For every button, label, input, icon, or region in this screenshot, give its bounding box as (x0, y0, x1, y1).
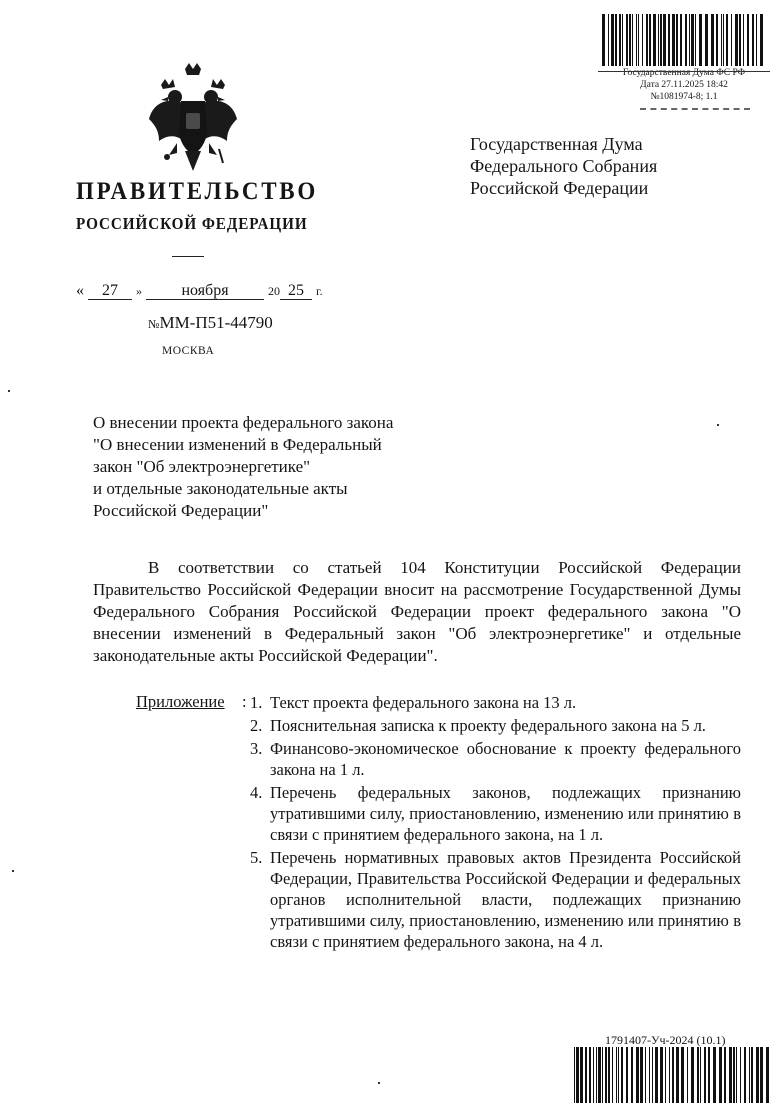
barcode-bar (660, 14, 662, 66)
barcode-bar (691, 1047, 694, 1103)
barcode-bar (649, 1047, 650, 1103)
barcode-bar (719, 1047, 722, 1103)
barcode-bar (739, 14, 741, 66)
barcode-bar (697, 1047, 699, 1103)
stamp-org: Государственная Дума ФС РФ (622, 68, 746, 78)
barcode-bar (598, 1047, 601, 1103)
attachment-item (250, 782, 741, 845)
barcode-bar (636, 1047, 639, 1103)
attachments-label (136, 692, 225, 712)
government-title: ПРАВИТЕЛЬСТВО (76, 178, 319, 205)
barcode-bar (729, 1047, 732, 1103)
barcode-bar (605, 1047, 607, 1103)
barcode-bar (724, 1047, 726, 1103)
barcode-bar (631, 1047, 633, 1103)
barcode-bar (713, 1047, 716, 1103)
barcode-bar (642, 14, 643, 66)
barcode-bar (608, 14, 609, 66)
barcode-bar (760, 14, 763, 66)
barcode-bar (668, 14, 670, 66)
barcode-bar (708, 1047, 710, 1103)
barcode-bar (704, 1047, 706, 1103)
barcode-bar (680, 14, 682, 66)
barcode-bar (658, 14, 659, 66)
document-barcode (574, 1047, 769, 1103)
barcode-bar (593, 1047, 594, 1103)
body-paragraph: В соответствии со статьей 104 Конституции Российской Федерации Правительство Российской Федерации вносит на рассмотрение Государственной Думы Федерального Собрания Российской Федерации проект федерального закона "О внесении изменений в Федеральный закон "Об электроэнергетике" и отдельные законодательные акты Российской Федерации". (93, 558, 741, 665)
addressee-block (470, 133, 730, 199)
attachment-number: 3. (250, 739, 263, 758)
stamp-dashes (640, 108, 750, 110)
stamp-divider (598, 71, 770, 72)
barcode-bar (689, 14, 690, 66)
number-sign: № (148, 317, 160, 331)
barcode-bar (676, 1047, 679, 1103)
barcode-bar (747, 14, 749, 66)
subject-line: "О внесении изменений в Федеральный (93, 435, 382, 454)
barcode-bar (760, 1047, 763, 1103)
coat-of-arms-icon (147, 63, 239, 173)
barcode-bar (596, 1047, 597, 1103)
attachment-item (250, 715, 741, 736)
barcode-bar (685, 14, 687, 66)
stamp-date: Дата 27.11.2025 18:42 (640, 80, 728, 90)
barcode-bar (736, 1047, 737, 1103)
barcode-bar (580, 1047, 583, 1103)
barcode-bar (751, 1047, 753, 1103)
barcode-bar (672, 14, 675, 66)
barcode-bar (721, 14, 722, 66)
attachments-list (250, 692, 741, 954)
scan-speck (717, 424, 719, 426)
barcode-bar (608, 1047, 610, 1103)
registration-barcode (602, 14, 765, 66)
barcode-bar (640, 1047, 643, 1103)
date-day: 27 (88, 282, 132, 300)
barcode-bar (622, 14, 623, 66)
barcode-bar (626, 1047, 628, 1103)
barcode-bar (616, 1047, 617, 1103)
outgoing-number (148, 313, 273, 333)
barcode-bar (744, 1047, 746, 1103)
barcode-bar (705, 14, 708, 66)
barcode-bar (621, 1047, 623, 1103)
barcode-bar (649, 14, 651, 66)
barcode-bar (653, 14, 656, 66)
barcode-bar (700, 1047, 701, 1103)
barcode-bar (752, 14, 754, 66)
barcode-bar (681, 1047, 684, 1103)
attachment-text: Перечень нормативных правовых актов Президента Российской Федерации, Правительства Российской Федерации и федеральных органов исполнительной власти, подлежащих признанию утратившими силу, приостановлению, изменению или принятию в связи с принятием федерального закона, на 4 л. (270, 848, 741, 951)
barcode-bar (733, 1047, 735, 1103)
attachment-number: 5. (250, 848, 263, 867)
date-year: 25 (280, 282, 312, 300)
subject-line: О внесении проекта федерального закона (93, 413, 394, 432)
date-month: ноября (146, 282, 264, 300)
barcode-bar (660, 1047, 663, 1103)
attachment-number: 2. (250, 716, 263, 735)
barcode-bar (626, 14, 628, 66)
date-close-quote: » (136, 284, 142, 298)
attachment-number: 4. (250, 783, 263, 802)
barcode-bar (645, 1047, 646, 1103)
barcode-bar (687, 1047, 688, 1103)
barcode-bar (672, 1047, 674, 1103)
barcode-bar (632, 14, 633, 66)
barcode-bar (676, 14, 678, 66)
attachment-text: Текст проекта федерального закона на 13 л. (270, 693, 577, 712)
barcode-bar (756, 1047, 759, 1103)
city-label: МОСКВА (162, 345, 215, 357)
attachment-text: Пояснительная записка к проекту федерального закона на 5 л. (270, 716, 706, 735)
barcode-bar (611, 14, 614, 66)
barcode-bar (756, 14, 757, 66)
government-subtitle: РОССИЙСКОЙ ФЕДЕРАЦИИ (76, 214, 308, 233)
barcode-bar (612, 1047, 613, 1103)
subject-line: и отдельные законодательные акты (93, 479, 348, 498)
barcode-bar (638, 14, 639, 66)
barcode-bar (589, 1047, 591, 1103)
barcode-bar (743, 14, 744, 66)
barcode-bar (618, 1047, 619, 1103)
attachment-text: Перечень федеральных законов, подлежащих признанию утратившими силу, приостановлению, изменению или принятию в связи с принятием федерального закона, на 1 л. (270, 783, 741, 844)
barcode-bar (665, 1047, 666, 1103)
scan-speck (378, 1082, 380, 1084)
barcode-bar (574, 1047, 575, 1103)
barcode-bar (585, 1047, 587, 1103)
attachments-colon: : (242, 692, 247, 711)
date-year-unit: г. (316, 284, 323, 298)
title-rule (172, 256, 204, 257)
attachment-item (250, 692, 741, 713)
attachment-item (250, 847, 741, 952)
barcode-bar (726, 14, 728, 66)
scan-speck (8, 390, 10, 392)
date-year-prefix: 20 (268, 284, 280, 298)
barcode-bar (646, 14, 648, 66)
attachment-text: Финансово-экономическое обоснование к проекту федерального закона на 1 л. (270, 739, 741, 779)
barcode-bar (749, 1047, 750, 1103)
barcode-bar (766, 1047, 769, 1103)
barcode-bar (576, 1047, 579, 1103)
reference-number: ММ-П51-44790 (159, 313, 273, 332)
barcode-bar (723, 14, 724, 66)
barcode-bar (629, 14, 631, 66)
addressee-line: Российской Федерации (470, 178, 649, 198)
barcode-bar (711, 14, 714, 66)
stamp-number: №1081974-8; 1.1 (650, 92, 718, 102)
date-open-quote: « (76, 282, 84, 299)
barcode-bar (740, 1047, 741, 1103)
attachment-item (250, 738, 741, 780)
barcode-bar (663, 14, 666, 66)
barcode-bar (669, 1047, 670, 1103)
addressee-line: Федерального Собрания (470, 156, 658, 176)
attachments-label-text: Приложение (136, 692, 225, 711)
scan-speck (12, 870, 14, 872)
barcode-bar (619, 14, 621, 66)
barcode-bar (615, 14, 617, 66)
attachment-number: 1. (250, 693, 263, 712)
barcode-bar (655, 1047, 658, 1103)
document-code: 1791407-Уч-2024 (10.1) (605, 1033, 726, 1047)
barcode-bar (652, 1047, 653, 1103)
subject-line: закон "Об электроэнергетике" (93, 457, 311, 476)
barcode-bar (636, 14, 637, 66)
addressee-line: Государственная Дума (470, 134, 643, 154)
barcode-bar (699, 14, 702, 66)
document-date (76, 282, 323, 300)
barcode-bar (731, 14, 732, 66)
barcode-bar (602, 1047, 603, 1103)
barcode-bar (716, 14, 718, 66)
subject-block (93, 412, 473, 522)
barcode-bar (735, 14, 738, 66)
barcode-bar (602, 14, 605, 66)
barcode-bar (691, 14, 694, 66)
barcode-bar (695, 14, 696, 66)
subject-line: Российской Федерации" (93, 501, 269, 520)
